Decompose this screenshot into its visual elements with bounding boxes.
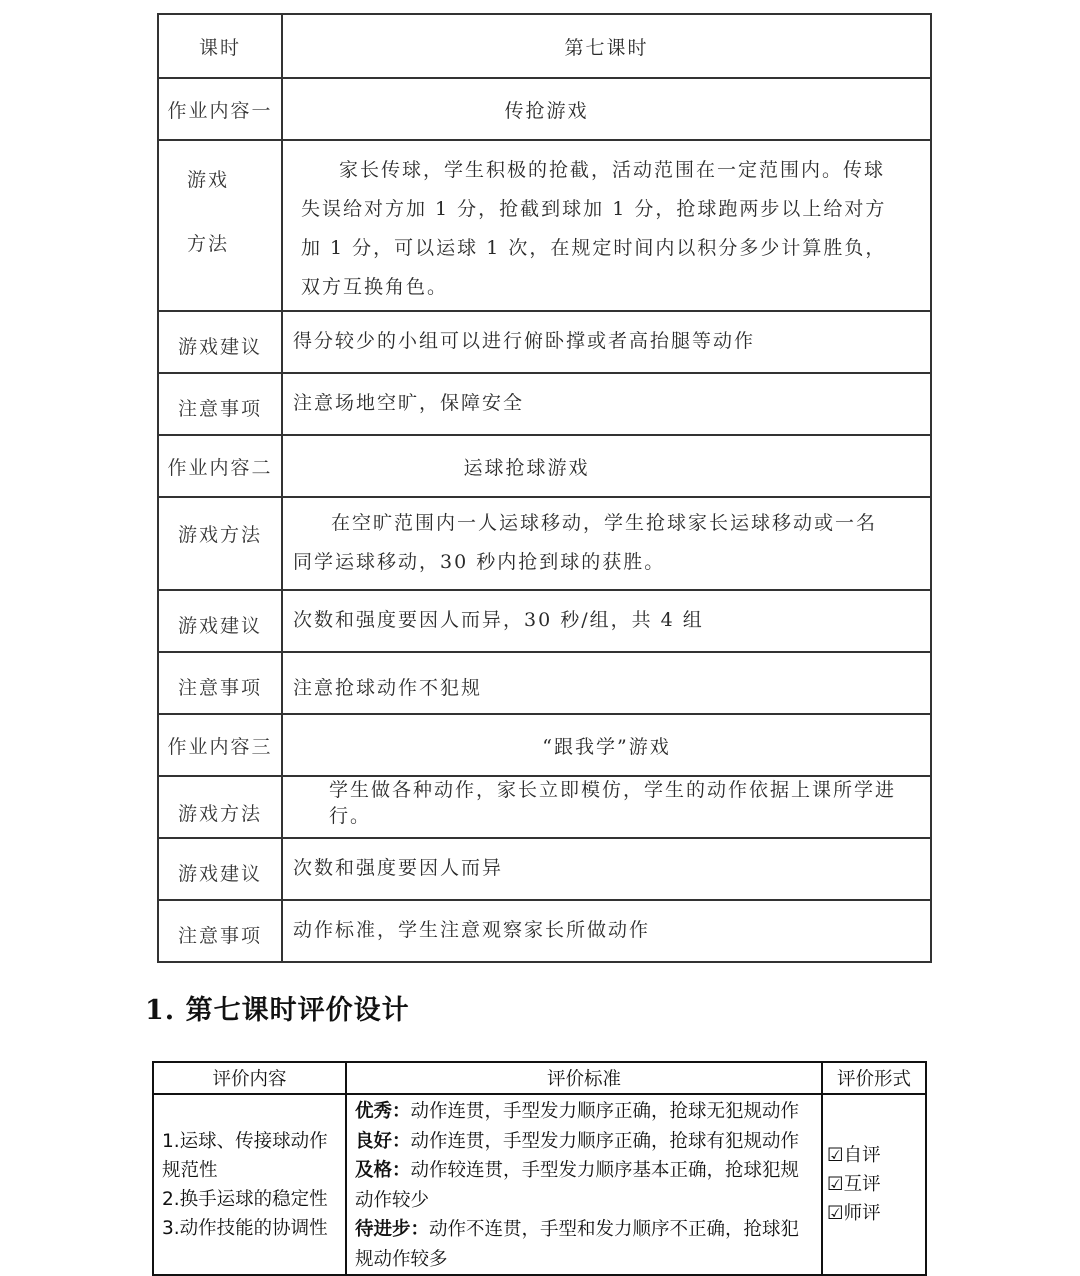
form-teacher-checkbox: ☑师评 bbox=[827, 1203, 881, 1224]
evaluation-criteria bbox=[346, 1094, 822, 1275]
method-label-line-1: 游戏 bbox=[187, 169, 230, 191]
activity-2-content-label: 作业内容二 bbox=[158, 435, 282, 497]
table-header-row bbox=[153, 1062, 926, 1094]
activity-3-suggestion-label: 游戏建议 bbox=[158, 838, 282, 900]
activity-1-method-text: 家长传球，学生积极的抢截，活动范围在一定范围内。传球失误给对方加 1 分，抢截到球加 1 分，抢球跑两步以上给对方加 1 分，可以运球 1 次，在规定时间内以积分多少计算胜负，双方互换角色。 bbox=[301, 159, 887, 298]
table-row bbox=[158, 78, 931, 140]
activity-2-method-text: 在空旷范围内一人运球移动，学生抢球家长运球移动或一名同学运球移动，30 秒内抢到球的获胜。 bbox=[293, 512, 878, 573]
header-form: 评价形式 bbox=[822, 1062, 926, 1094]
table-row bbox=[158, 838, 931, 900]
activity-3-title: “跟我学”游戏 bbox=[282, 714, 931, 776]
lesson-value: 第七课时 bbox=[282, 14, 931, 78]
criterion-excellent: 优秀：动作连贯，手型发力顺序正确，抢球无犯规动作 bbox=[355, 1101, 800, 1122]
table-row bbox=[158, 652, 931, 714]
form-self-checkbox: ☑自评 bbox=[827, 1145, 881, 1166]
lesson-label: 课时 bbox=[158, 14, 282, 78]
criterion-good: 良好：动作连贯，手型发力顺序正确，抢球有犯规动作 bbox=[355, 1130, 800, 1152]
activity-2-suggestion: 次数和强度要因人而异，30 秒/组，共 4 组 bbox=[282, 590, 931, 652]
activity-3-method-label: 游戏方法 bbox=[158, 776, 282, 838]
table-row bbox=[158, 776, 931, 838]
activity-3-method: 学生做各种动作，家长立即模仿，学生的动作依据上课所学进行。 bbox=[282, 776, 931, 838]
activity-1-content-label: 作业内容一 bbox=[158, 78, 282, 140]
activity-3-content-label: 作业内容三 bbox=[158, 714, 282, 776]
criterion-pass: 及格：动作较连贯，手型发力顺序基本正确，抢球犯规动作较少 bbox=[355, 1160, 800, 1211]
table-row bbox=[158, 714, 931, 776]
activity-3-notes-label: 注意事项 bbox=[158, 900, 282, 962]
evaluation-table bbox=[152, 1061, 927, 1276]
activity-1-suggestion: 得分较少的小组可以进行俯卧撑或者高抬腿等动作 bbox=[282, 311, 931, 373]
evaluation-forms bbox=[822, 1094, 926, 1275]
content-item: 2.换手运球的稳定性 bbox=[162, 1188, 328, 1210]
lesson-plan-table bbox=[157, 13, 932, 963]
activity-1-notes-label: 注意事项 bbox=[158, 373, 282, 435]
activity-1-method bbox=[282, 140, 931, 311]
table-row bbox=[158, 140, 931, 311]
activity-2-title: 运球抢球游戏 bbox=[282, 435, 931, 497]
section-title: 1. 第七课时评价设计 bbox=[145, 995, 410, 1026]
activity-1-suggestion-label: 游戏建议 bbox=[158, 311, 282, 373]
activity-1-title: 传抢游戏 bbox=[282, 78, 931, 140]
form-peer-checkbox: ☑互评 bbox=[827, 1174, 881, 1195]
content-item: 1.运球、传接球动作规范性 bbox=[162, 1130, 328, 1181]
table-row bbox=[158, 311, 931, 373]
table-row bbox=[158, 435, 931, 497]
activity-2-method-label: 游戏方法 bbox=[158, 497, 282, 590]
activity-1-notes: 注意场地空旷，保障安全 bbox=[282, 373, 931, 435]
activity-1-method-label bbox=[158, 140, 282, 311]
activity-3-suggestion: 次数和强度要因人而异 bbox=[282, 838, 931, 900]
activity-3-notes: 动作标准，学生注意观察家长所做动作 bbox=[282, 900, 931, 962]
activity-2-suggestion-label: 游戏建议 bbox=[158, 590, 282, 652]
activity-2-notes: 注意抢球动作不犯规 bbox=[282, 652, 931, 714]
header-criteria: 评价标准 bbox=[346, 1062, 822, 1094]
table-row bbox=[158, 900, 931, 962]
table-row bbox=[158, 497, 931, 590]
activity-2-method bbox=[282, 497, 931, 590]
activity-2-notes-label: 注意事项 bbox=[158, 652, 282, 714]
header-content: 评价内容 bbox=[153, 1062, 346, 1094]
evaluation-content bbox=[153, 1094, 346, 1275]
method-label-line-2: 方法 bbox=[187, 233, 230, 255]
content-item: 3.动作技能的协调性 bbox=[162, 1217, 328, 1239]
table-row bbox=[158, 14, 931, 78]
table-row bbox=[158, 590, 931, 652]
criterion-improve: 待进步：动作不连贯，手型和发力顺序不正确，抢球犯规动作较多 bbox=[355, 1219, 800, 1270]
table-row bbox=[153, 1094, 926, 1275]
table-row bbox=[158, 373, 931, 435]
